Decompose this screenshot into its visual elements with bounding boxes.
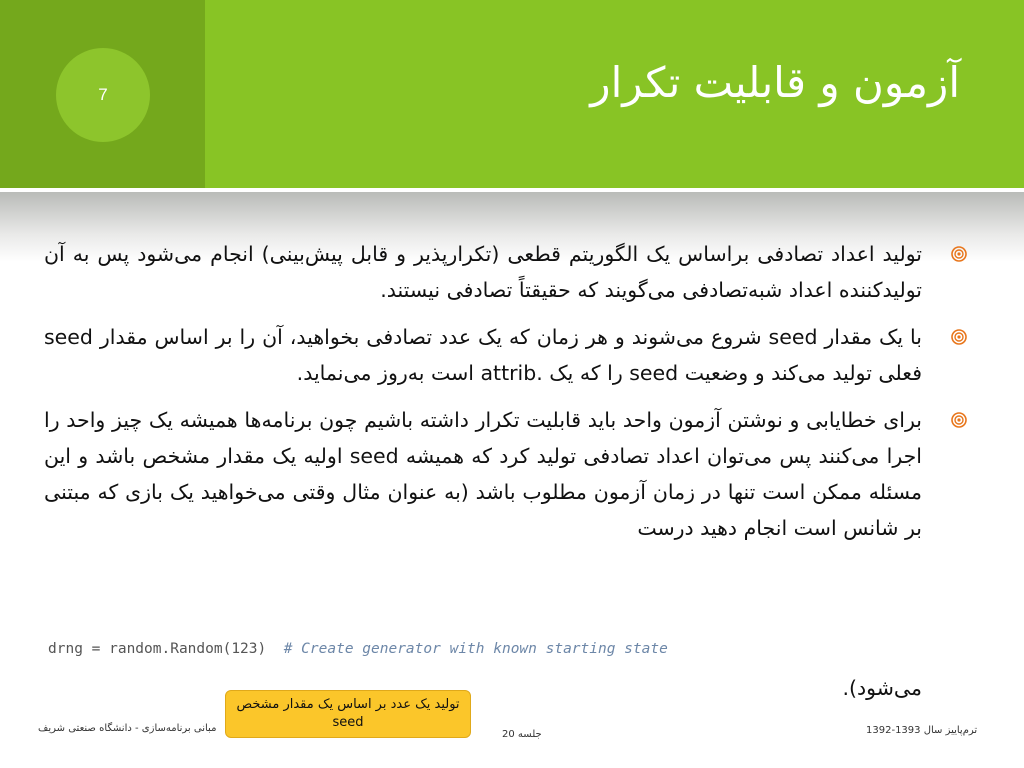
code-comment: # Create generator with known starting state [283,641,668,657]
bullet-item [44,402,922,546]
slide-title: آزمون و قابلیت تکرار [590,58,960,107]
footer-term: ترم‌پاییز سال 1393-1392 [866,725,978,736]
bullet-item [44,236,922,308]
slide-header [0,0,1024,188]
footer-course: مبانی برنامه‌سازی - دانشگاه صنعتی شریف [38,723,217,734]
bullet-target-icon [950,411,968,429]
bullet-list [44,236,922,557]
code-snippet [48,641,668,657]
code-statement: drng = random.Random(123) [48,641,267,657]
slide-number: 7 [98,85,108,104]
bullet-text: با یک مقدار seed شروع می‌شوند و هر زمان که یک عدد تصادفی بخواهید، آن را بر اساس مقدار seed فعلی تولید می‌کند و وضعیت seed را که یک .attrib است به‌روز می‌نماید. [44,325,922,385]
bullet-text: تولید اعداد تصادفی براساس یک الگوریتم قطعی (تکرارپذیر و قابل پیش‌بینی) انجام می‌شود پس به آن تولیدکننده اعداد شبه‌تصادفی می‌گویند که حقیقتاً تصادفی نیستند. [44,242,922,302]
bullet-item [44,319,922,391]
bullet-target-icon [950,328,968,346]
footer-session: جلسه 20 [502,729,542,740]
bullet-target-icon [950,245,968,263]
bullet-text: برای خطایابی و نوشتن آزمون واحد باید قابلیت تکرار داشته باشیم چون برنامه‌ها همیشه یک چیز واحد را اجرا می‌کنند پس می‌توان اعداد تصادفی تولید کرد که همیشه seed اولیه یک مقدار مشخص باشد و این مسئله ممکن است تنها در زمان آزمون مطلوب باشد (به عنوان مثال وقتی می‌خواهید یک بازی که مبتنی بر شانس است انجام دهید درست [44,408,922,540]
seed-callout: تولید یک عدد بر اساس یک مقدار مشخص seed [225,690,471,738]
bullet-continuation: می‌شود). [842,676,922,700]
